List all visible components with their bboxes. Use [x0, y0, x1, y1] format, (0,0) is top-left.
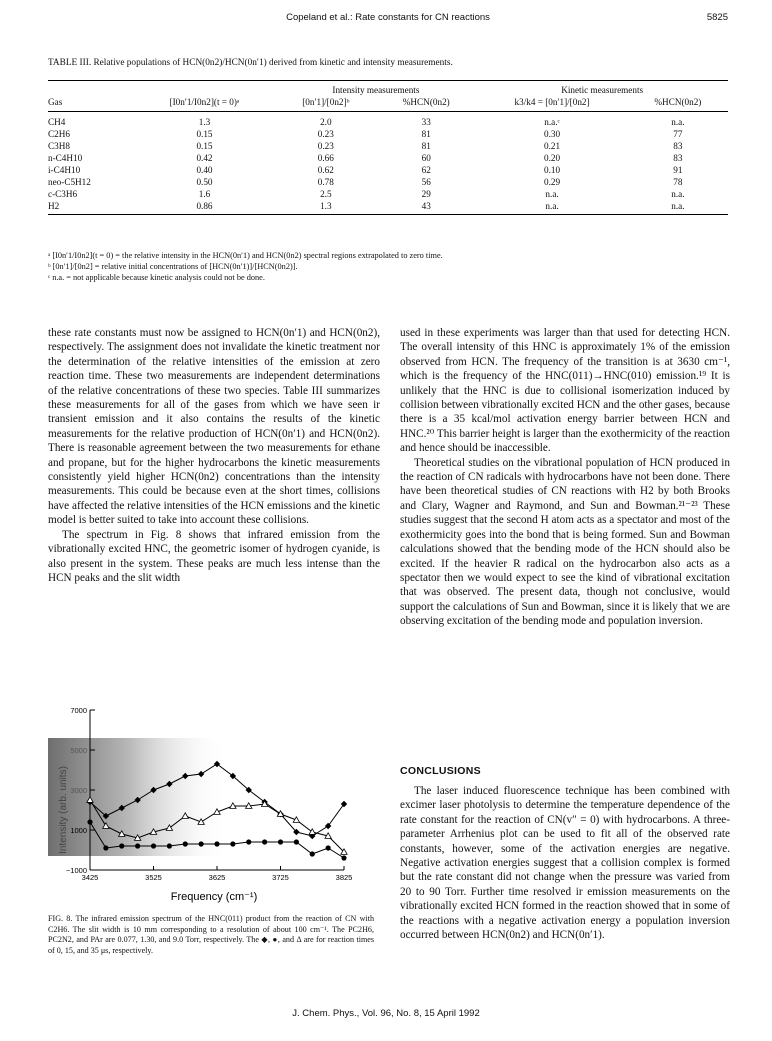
- table-cell: 0.20: [544, 153, 561, 163]
- gas-cell: H2: [48, 200, 133, 215]
- data-point-circle: [246, 839, 251, 844]
- table-cell: 0.42: [196, 153, 213, 163]
- table-cell: 0.10: [544, 165, 561, 175]
- data-point-triangle: [309, 829, 315, 835]
- data-point-circle: [214, 841, 219, 846]
- table-cell: 43: [376, 200, 476, 215]
- table-cell: 0.23: [317, 129, 334, 139]
- col-header: %HCN(0n2): [628, 96, 728, 112]
- group-header-intensity: Intensity measurements: [276, 81, 477, 97]
- table-cell: 0.15: [196, 141, 213, 151]
- left-column: [48, 326, 380, 585]
- data-point-circle: [119, 843, 124, 848]
- table-cell: 0.66: [317, 153, 334, 163]
- gas-cell: C2H6: [48, 129, 70, 139]
- data-point-circle: [135, 843, 140, 848]
- table-cell: 2.5: [320, 189, 332, 199]
- table-cell: 91: [673, 165, 683, 175]
- data-point-circle: [262, 839, 267, 844]
- table-row: [48, 140, 728, 152]
- running-header: [48, 12, 728, 26]
- journal-footer: J. Chem. Phys., Vol. 96, No. 8, 15 April 1992: [292, 1008, 480, 1019]
- table-header-row: [48, 96, 728, 112]
- table-cell: n.a.: [671, 117, 685, 127]
- paragraph: The spectrum in Fig. 8 shows that infrared emission from the vibrationally excited HNC, the geometric isomer of hydrogen cyanide, is also present in the system. These peaks are much less intense than the HCN peaks and the slit width: [48, 528, 380, 584]
- gas-cell: n-C4H10: [48, 153, 83, 163]
- y-tick-label: −1000: [65, 866, 87, 875]
- table-row: [48, 152, 728, 164]
- table-caption: TABLE III. Relative populations of HCN(0n2)/HCN(0n′1) derived from kinetic and intensity measurements.: [48, 58, 453, 68]
- gas-cell: CH4: [48, 117, 66, 127]
- table-footnotes: [48, 250, 728, 283]
- data-point-circle: [167, 843, 172, 848]
- table-cell: 1.6: [198, 189, 211, 199]
- paragraph: The laser induced fluorescence technique has been combined with excimer laser photolysis to determine the temperature dependence of the rate constant for the reaction of CN(v″ = 0) with hydrocarbons. A three-parameter Arrhenius plot can be used to fit all of the observed rate constants, however, some of the activation energies are negative. Negative activation energies suggest that a collision complex is formed but the rate constant did not change when the pressure was varied from 20 to 90 Torr. Further time resolved ir emission measurements on the vibrationally excited HCN formed in the reaction showed that in some of the reactions with a negative activation energy a population inversion occurred between HCN(0n2) and HCN(0n′1).: [400, 785, 730, 942]
- right-column: [400, 326, 730, 629]
- data-point-diamond: [325, 823, 331, 829]
- data-point-circle: [341, 855, 346, 860]
- table-cell: 0.21: [544, 141, 561, 151]
- table-cell: 1.3: [276, 200, 377, 215]
- group-header-kinetic: Kinetic measurements: [476, 81, 728, 97]
- table-cell: n.a.ᶜ: [544, 117, 560, 127]
- data-point-circle: [87, 819, 92, 824]
- table-cell: 0.29: [544, 177, 561, 187]
- y-axis-label: Intensity (arb. units): [58, 766, 69, 854]
- col-header: k3/k4 = [0n′1]/[0n2]: [476, 96, 627, 112]
- x-tick-label: 3525: [145, 873, 162, 882]
- table-row: [48, 200, 728, 215]
- gas-cell: C3H8: [48, 141, 70, 151]
- table-row: [48, 176, 728, 188]
- data-point-diamond: [341, 801, 347, 807]
- gas-cell: neo-C5H12: [48, 177, 91, 187]
- paragraph: used in these experiments was larger than that used for detecting HCN. The overall intensity of this HNC is approximately 1% of the emission observed from HCN. The frequency of the transition is at 3630 cm⁻¹, which is the frequency of the HNC(011)→HNC(010) emission.¹⁹ It is unlikely that the HNC is due to collisional isomerization induced by collision between vibrationally excited HCN and the other gases, because there is a 35 kcal/mol activation energy barrier between HCN and HNC.²⁰ This barrier height is larger than the exothermicity of the reaction and hence should be inaccessible.: [400, 327, 730, 455]
- running-title: Copeland et al.: Rate constants for CN reactions: [286, 12, 490, 23]
- table-cell: 81: [421, 129, 431, 139]
- x-axis-label: Frequency (cm⁻¹): [170, 891, 258, 903]
- table-cell: 0.40: [196, 165, 213, 175]
- figure-caption: FIG. 8. The infrared emission spectrum of the HNC(011) product from the reaction of CN with C2H6. The slit width is 10 mm corresponding to a resolution of about 100 cm⁻¹. The PC2H6, PC2N2, and PAr are 0.077, 1.30, and 9.0 Torr, respectively. The ◆, ●, and Δ are for reaction times of 0, 15, and 35 μs, respectively.: [48, 914, 374, 955]
- footnote: ᵇ [0n′1]/[0n2] = relative initial concentrations of [HCN(0n′1)]/[HCN(0n2)].: [48, 262, 298, 271]
- y-tick-label: 5000: [70, 746, 87, 755]
- table-row: [48, 112, 728, 129]
- col-header: Gas: [48, 96, 133, 112]
- data-point-circle: [183, 841, 188, 846]
- x-tick-label: 3425: [81, 873, 99, 882]
- data-point-circle: [310, 851, 315, 856]
- x-tick-label: 3825: [335, 873, 353, 882]
- y-tick-label: 3000: [70, 786, 87, 795]
- table-cell: 29: [421, 189, 431, 199]
- table-cell: 0.30: [544, 129, 561, 139]
- table-cell: 77: [673, 129, 683, 139]
- table-cell: 56: [421, 177, 431, 187]
- table-cell: 83: [673, 153, 683, 163]
- table-cell: 78: [673, 177, 683, 187]
- table-row: [48, 188, 728, 200]
- table-cell: 0.62: [317, 165, 334, 175]
- table-cell: 2.0: [320, 117, 332, 127]
- table-cell: 1.3: [198, 117, 211, 127]
- paragraph: these rate constants must now be assigned to HCN(0n′1) and HCN(0n2), respectively. The assignment does not invalidate the kinetic treatment nor the determination of the relative intensities of the emission at zero reaction time. These two measurements are independent determinations of the relative concentrations of these two species. Table III summarizes these measurements for all of the gases from which we have seen ir transient emission and it also contains the results of the kinetic measurements for the relative production of HCN(0n′1) and HCN(0n2). There is reasonable agreement between the two measurements for ethane and propane, but for the higher hydrocarbons the kinetic measurements consistently yield higher HCN(0n2) concentrations than the intensity measurements. This could be because even at the short times, collisions have affected the relative intensities of the HCN emissions and the kinetic model is better suited to take into account these collisions.: [48, 327, 380, 527]
- data-point-circle: [103, 845, 108, 850]
- table-cell: n.a.: [628, 200, 728, 215]
- table-cell: 0.86: [133, 200, 275, 215]
- table-cell: n.a.: [476, 200, 627, 215]
- gas-cell: c-C3H6: [48, 189, 78, 199]
- table-iii: [48, 80, 728, 215]
- data-point-circle: [278, 839, 283, 844]
- page-number: 5825: [706, 12, 728, 23]
- table-row: [48, 128, 728, 140]
- y-tick-label: 1000: [70, 826, 87, 835]
- footnote: ᵃ [I0n′1/I0n2](t = 0) = the relative intensity in the HCN(0n′1) and HCN(0n2) spectral regions extrapolated to zero time.: [48, 251, 443, 260]
- table-group-header-row: [48, 81, 728, 97]
- y-tick-label: 7000: [70, 706, 87, 715]
- table-cell: 0.23: [317, 141, 334, 151]
- x-tick-label: 3625: [208, 873, 226, 882]
- table-cell: 0.78: [317, 177, 334, 187]
- x-tick-label: 3725: [272, 873, 289, 882]
- table-cell: 0.15: [196, 129, 213, 139]
- section-heading-conclusions: CONCLUSIONS: [400, 765, 481, 777]
- data-point-circle: [199, 841, 204, 846]
- table-cell: 81: [421, 141, 431, 151]
- figure-8-chart: [48, 700, 374, 912]
- data-point-circle: [151, 843, 156, 848]
- table-cell: 60: [421, 153, 431, 163]
- col-header: [I0n′1/I0n2](t = 0)ᵃ: [133, 96, 275, 112]
- data-point-circle: [326, 845, 331, 850]
- data-point-circle: [230, 841, 235, 846]
- table-cell: n.a.: [545, 189, 559, 199]
- table-cell: 0.50: [196, 177, 213, 187]
- col-header: %HCN(0n2): [376, 96, 476, 112]
- conclusions-text: [400, 784, 730, 942]
- data-point-circle: [294, 839, 299, 844]
- paragraph: Theoretical studies on the vibrational population of HCN produced in the reaction of CN radicals with hydrocarbons have not been done. There have been theoretical studies of CN reactions with H2 by both Brooks and Clary, Wagner and Raymond, and Sun and Bowman.²¹⁻²³ These studies suggest that the second H atom acts as a spectator and most of the exothermicity goes into the bond that is being formed. Sun and Bowman calculations showed that the bending mode of the HCN should also be excited. If the heavier R radical on the hydrocarbon also acts as a spectator then we would expect to see the kind of vibrational excitation that was observed. The present data, though not conclusive, would support the calculations of Sun and Bowman, since it is likely that we are observing excitation of the bending mode and population inversion.: [400, 456, 730, 628]
- table-cell: 83: [673, 141, 683, 151]
- col-header: [0n′1]/[0n2]ᵇ: [276, 96, 377, 112]
- table-row: [48, 164, 728, 176]
- table-cell: 33: [421, 117, 431, 127]
- footnote: ᶜ n.a. = not applicable because kinetic analysis could not be done.: [48, 273, 265, 282]
- gas-cell: i-C4H10: [48, 165, 81, 175]
- table-cell: 62: [421, 165, 431, 175]
- table-cell: n.a.: [671, 189, 685, 199]
